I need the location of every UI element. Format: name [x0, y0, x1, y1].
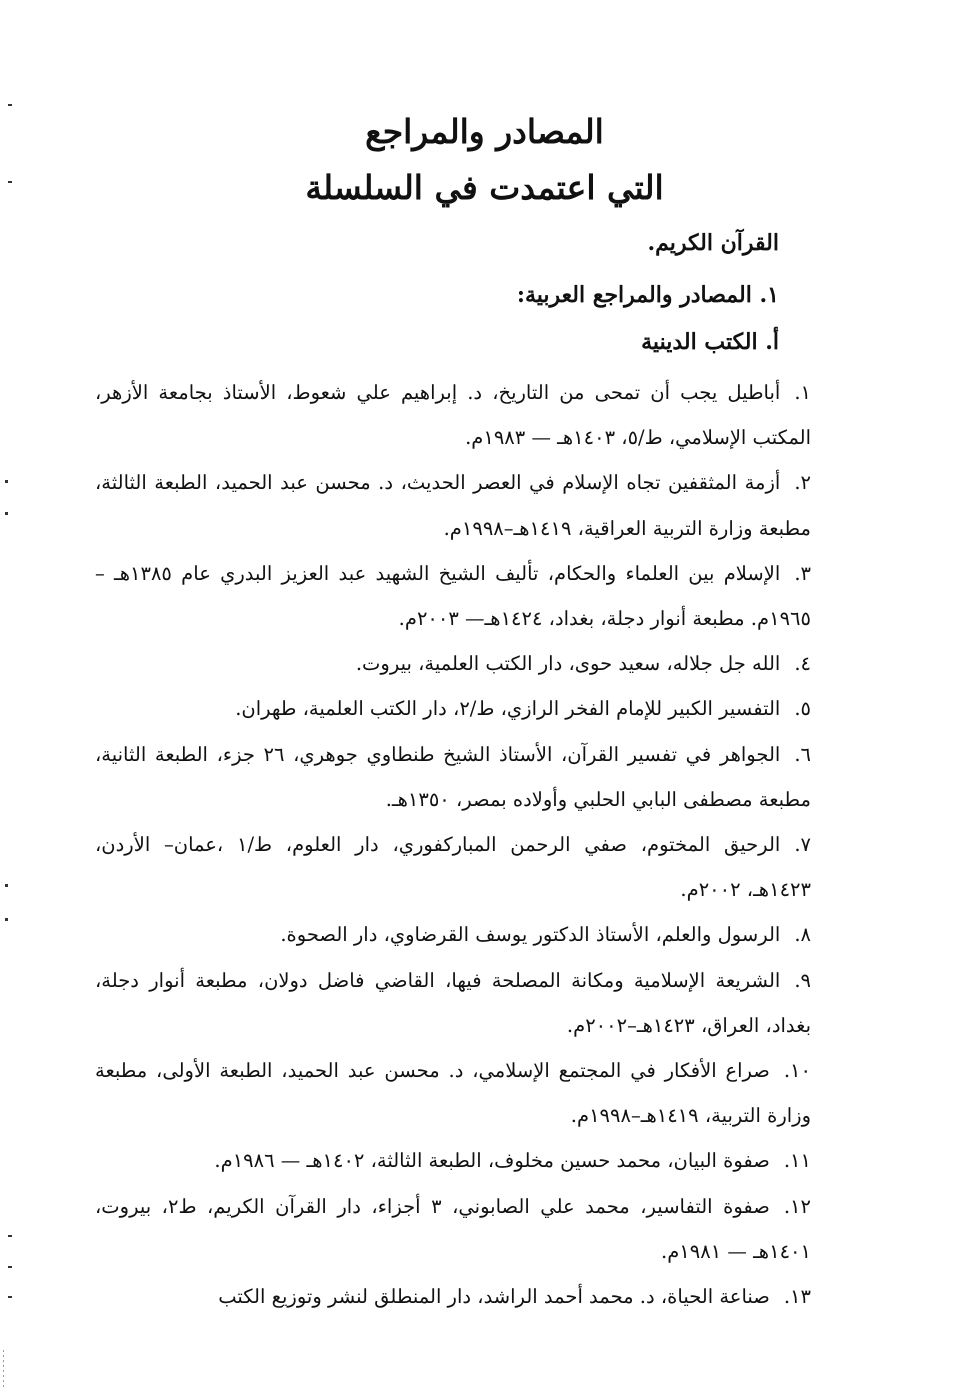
reference-number: ٨ . [794, 912, 811, 957]
reference-number: ١ . [794, 370, 811, 415]
reference-item [95, 912, 811, 957]
scan-edge-line [3, 1350, 4, 1390]
reference-item [95, 551, 811, 641]
reference-item [95, 460, 811, 550]
reference-number: ٩ . [794, 958, 811, 1003]
reference-text: صفوة البيان، محمد حسين مخلوف، الطبعة الثالثة، ١٤٠٢هـ — ١٩٨٦م. [214, 1149, 770, 1173]
reference-number: ٥ . [794, 686, 811, 731]
reference-item [95, 1138, 811, 1183]
reference-list [95, 370, 811, 1319]
reference-number: ١٢ . [784, 1184, 811, 1229]
reference-text: أباطيل يجب أن تمحى من التاريخ، د. إبراهيم علي شعوط، الأستاذ بجامعة الأزهر، المكتب الإسلامي، ط/٥، ١٤٠٣هـ — ١٩٨٣م. [95, 381, 811, 450]
scan-mark [8, 1266, 12, 1268]
reference-text: الإسلام بين العلماء والحكام، تأليف الشيخ الشهيد عبد العزيز البدري عام ١٣٨٥هـ –١٩٦٥م. مطبعة أنوار دجلة، بغداد، ١٤٢٤هـ— ٢٠٠٣م. [95, 561, 811, 631]
reference-item [95, 1184, 811, 1274]
scan-mark [8, 1296, 12, 1298]
reference-item [95, 1048, 811, 1138]
reference-number: ٢ . [794, 460, 811, 505]
reference-item [95, 732, 811, 822]
reference-item [95, 370, 811, 460]
reference-text: الرسول والعلم، الأستاذ الدكتور يوسف القرضاوي، دار الصحوة. [280, 923, 781, 947]
reference-text: الرحيق المختوم، صفي الرحمن المباركفوري، دار العلوم، ط/١ ،عمان– الأردن، ١٤٢٣هـ، ٢٠٠٢م. [95, 833, 811, 902]
reference-number: ٧ . [794, 822, 811, 867]
reference-number: ٣ . [794, 551, 811, 596]
reference-number: ٤ . [794, 641, 811, 686]
section-heading-arabic-sources: ١. المصادر والمراجع العربية: [516, 282, 779, 308]
subsection-heading-religious-books: أ. الكتب الدينية [641, 329, 779, 355]
scan-mark [5, 512, 8, 515]
reference-number: ٦ . [794, 732, 811, 777]
reference-text: صناعة الحياة، د. محمد أحمد الراشد، دار المنطلق لنشر وتوزيع الكتب [218, 1285, 770, 1309]
reference-item [95, 686, 811, 731]
reference-item [95, 958, 811, 1048]
scan-mark [8, 104, 12, 106]
quran-heading: القرآن الكريم. [647, 230, 779, 256]
reference-number: ١٠ . [784, 1048, 811, 1093]
reference-text: الشريعة الإسلامية ومكانة المصلحة فيها، القاضي فاضل دولان، مطبعة أنوار دجلة، بغداد، العراق، ١٤٢٣هـ–٢٠٠٢م. [95, 968, 811, 1037]
reference-number: ١١ . [784, 1138, 811, 1183]
reference-item [95, 641, 811, 686]
reference-text: صراع الأفكار في المجتمع الإسلامي، د. محسن عبد الحميد، الطبعة الأولى، مطبعة وزارة التربية، ١٤١٩هـ–١٩٩٨م. [95, 1059, 811, 1128]
scan-mark [5, 918, 8, 921]
reference-number: ١٣ . [784, 1274, 811, 1319]
page-subtitle: التي اعتمدت في السلسلة [305, 168, 664, 207]
reference-item [95, 822, 811, 912]
reference-text: التفسير الكبير للإمام الفخر الرازي، ط/٢، دار الكتب العلمية، طهران. [235, 697, 781, 721]
reference-text: صفوة التفاسير، محمد علي الصابوني، ٣ أجزاء، دار القرآن الكريم، ط٢، بيروت، ١٤٠١هـ — ١٩٨١م. [95, 1194, 811, 1263]
scan-mark [5, 884, 8, 887]
scan-mark [5, 480, 8, 483]
reference-text: أزمة المثقفين تجاه الإسلام في العصر الحديث، د. محسن عبد الحميد، الطبعة الثالثة، مطبعة وزارة التربية العراقية، ١٤١٩هـ–١٩٩٨م. [95, 471, 811, 540]
reference-text: الجواهر في تفسير القرآن، الأستاذ الشيخ طنطاوي جوهري، ٢٦ جزء، الطبعة الثانية، مطبعة مصطفى البابي الحلبي وأولاده بمصر، ١٣٥٠هـ. [95, 742, 811, 811]
reference-text: الله جل جلاله، سعيد حوى، دار الكتب العلمية، بيروت. [355, 652, 781, 676]
reference-item [95, 1274, 811, 1319]
page-title: المصادر والمراجع [365, 112, 604, 151]
scan-mark [8, 1235, 12, 1237]
